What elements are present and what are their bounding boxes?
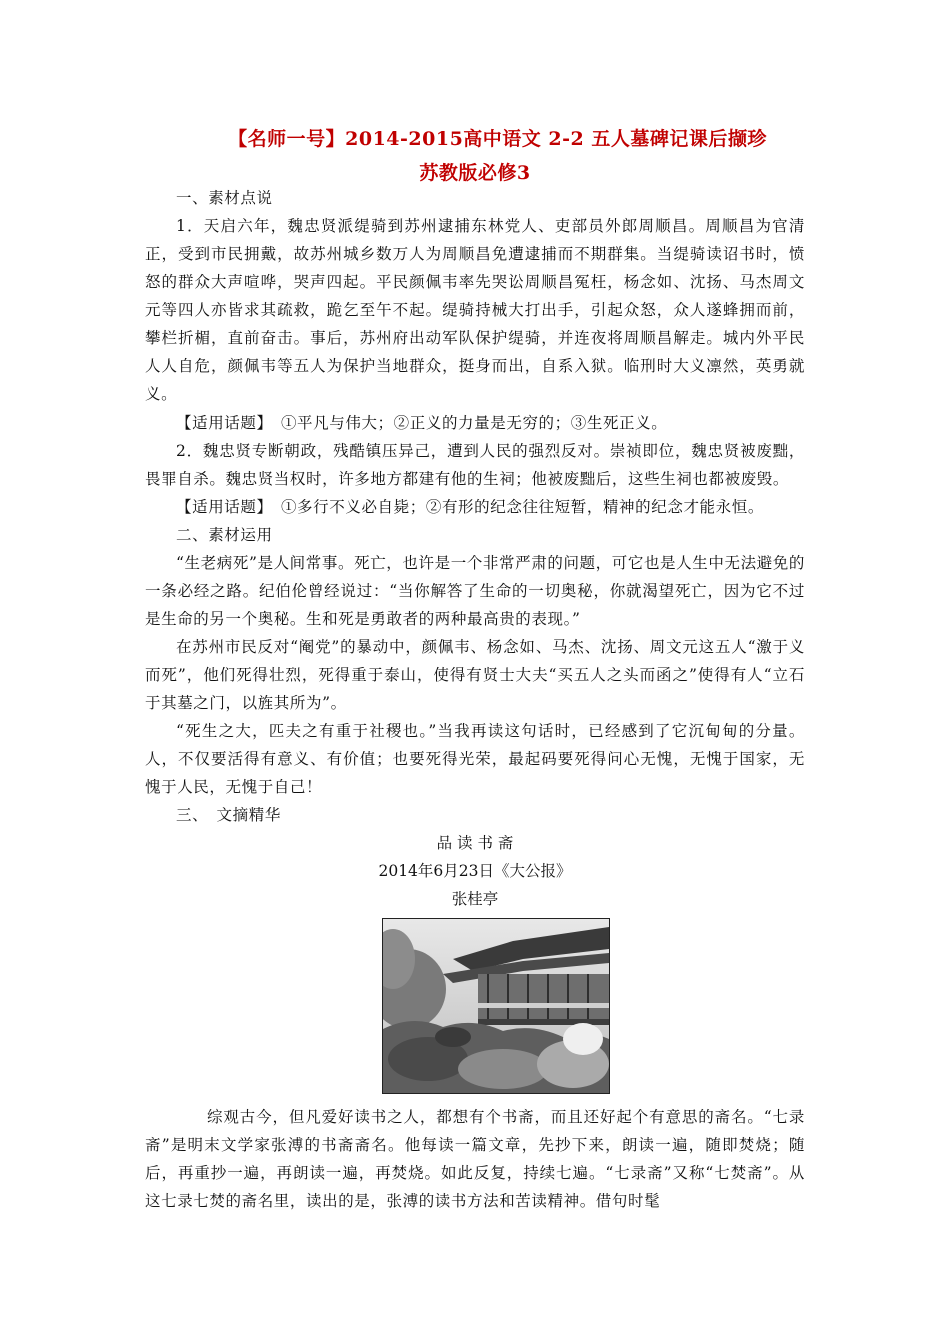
article-title: 品 读 书 斋 bbox=[436, 834, 514, 852]
document-title-line1: 【名师一号】2014-2015高中语文 2-2 五人墓碑记课后撷珍 bbox=[228, 128, 767, 150]
material-item-1: 1．天启六年，魏忠贤派缇骑到苏州逮捕东林党人、吏部员外郎周顺昌。周顺昌为官清正，受到市民拥戴，故苏州城乡数万人为周顺昌免遭逮捕而不期群集。当缇骑读诏书时，愤怒的群众大声喧哗，哭声四起。平民颜佩韦率先哭讼周顺昌冤枉，杨念如、沈扬、马杰周文元等四人亦皆求其疏救，跪乞至午不起。缇骑持械大打出手，引起众怒，众人遂蜂拥而前，攀栏折楣，直前奋击。事后，苏州府出动军队保护缇骑，并连夜将周顺昌解走。城内外平民人人自危，颜佩韦等五人为保护当地群众，挺身而出，自系入狱。临刑时大义凛然，英勇就义。 bbox=[145, 217, 805, 403]
usage-paragraph-2: 在苏州市民反对“阉党”的暴动中，颜佩韦、杨念如、马杰、沈扬、周文元这五人“激于义而死”，他们死得壮烈，死得重于泰山，使得有贤士大夫“买五人之头而函之”使得有人“立石于其墓之门，以旌其所为”。 bbox=[145, 638, 805, 712]
article-author: 张桂亭 bbox=[451, 890, 499, 908]
topic-line-2: 【适用话题】 ①多行不义必自毙；②有形的纪念往往短暂，精神的纪念才能永恒。 bbox=[176, 498, 764, 516]
article-date: 2014年6月23日《大公报》 bbox=[378, 862, 572, 880]
section3-heading: 三、 文摘精华 bbox=[176, 806, 281, 824]
topic-line-1: 【适用话题】 ①平凡与伟大；②正义的力量是无穷的；③生死正义。 bbox=[176, 414, 668, 432]
usage-paragraph-3: “死生之大，匹夫之有重于社稷也。”当我再读这句话时，已经感到了它沉甸甸的分量。人，不仅要活得有意义、有价值；也要死得光荣，最起码要死得问心无愧，无愧于国家，无愧于人民，无愧于自己！ bbox=[145, 722, 805, 796]
article-paragraph-1: 综观古今，但凡爱好读书之人，都想有个书斋，而且还好起个有意思的斋名。“七录斋”是明末文学家张溥的书斋斋名。他每读一篇文章，先抄下来，朗读一遍，随即焚烧；随后，再重抄一遍，再朗读一遍，再焚烧。如此反复，持续七遍。“七录斋”又称“七焚斋”。从这七录七焚的斋名里，读出的是，张溥的读书方法和苦读精神。借句时髦 bbox=[145, 1108, 805, 1210]
document-title-line2: 苏教版必修3 bbox=[419, 162, 531, 184]
section2-heading: 二、素材运用 bbox=[176, 526, 273, 544]
material-item-2: 2．魏忠贤专断朝政，残酷镇压异己，遭到人民的强烈反对。崇祯即位，魏忠贤被废黜，畏罪自杀。魏忠贤当权时，许多地方都建有他的生祠；他被废黜后，这些生祠也都被废毁。 bbox=[145, 442, 805, 488]
usage-paragraph-1: “生老病死”是人间常事。死亡，也许是一个非常严肃的问题，可它也是人生中无法避免的一条必经之路。纪伯伦曾经说过：“当你解答了生命的一切奥秘，你就渴望死亡，因为它不过是生命的另一个奥秘。生和死是勇敢者的两种最高贵的表现。” bbox=[145, 554, 805, 628]
section1-heading: 一、素材点说 bbox=[176, 189, 273, 207]
pavilion-photo bbox=[382, 918, 610, 1094]
pavilion-photo-illustration bbox=[383, 919, 609, 1093]
